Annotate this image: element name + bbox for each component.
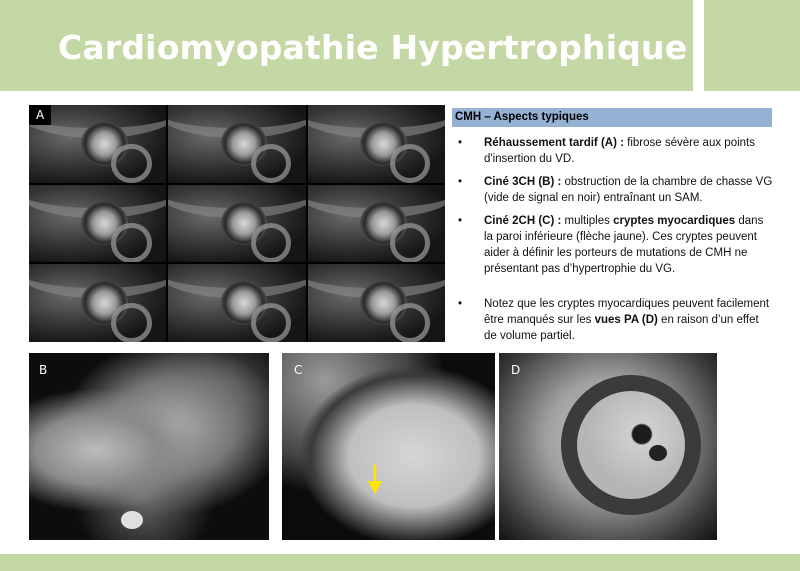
panel-label-d: D [511,363,521,377]
lge-image-tile [308,264,445,342]
cine-2ch-image [282,353,495,540]
mri-panel-b [29,353,269,540]
lge-image-tile [29,264,166,342]
footer-bar [0,554,800,571]
lge-image-tile [308,105,445,183]
lge-image-grid [29,105,445,342]
bullet-item: • Ciné 3CH (B) : obstruction de la chambre de chasse VG (vide de signal en noir) entraînant un SAM. [452,174,774,206]
info-bullet-list [452,128,774,344]
info-header: CMH – Aspects typiques [452,108,772,127]
mri-panel-c [282,353,495,540]
yellow-arrow-icon [368,465,382,495]
lge-image-tile [168,105,305,183]
slide-title: Cardiomyopathie Hypertrophique [58,28,688,67]
panel-label-b: B [39,363,48,377]
bullet-item: • Réhaussement tardif (A) : fibrose sévère aux points d'insertion du VD. [452,135,774,167]
lge-image-tile [168,264,305,342]
lge-image-tile [168,185,305,263]
lge-image-tile [308,185,445,263]
header-accent-block [704,0,800,91]
panel-label-c: C [294,363,303,377]
mri-panel-a [29,105,445,342]
bullet-item: • Notez que les cryptes myocardiques peuvent facilement être manqués sur les vues PA (D) en raison d’un effet de volume partiel. [452,296,774,344]
panel-label-a: A [29,105,51,125]
lge-image-tile [29,185,166,263]
short-axis-image [499,353,717,540]
mri-panel-d [499,353,717,540]
bullet-item: • Ciné 2CH (C) : multiples cryptes myocardiques dans la paroi inférieure (flèche jaune). Ces cryptes peuvent aider à définir les porteurs de mutations de CMH ne présentant pas d’hypertrophie du VG. [452,213,774,277]
cine-3ch-image [29,353,269,540]
